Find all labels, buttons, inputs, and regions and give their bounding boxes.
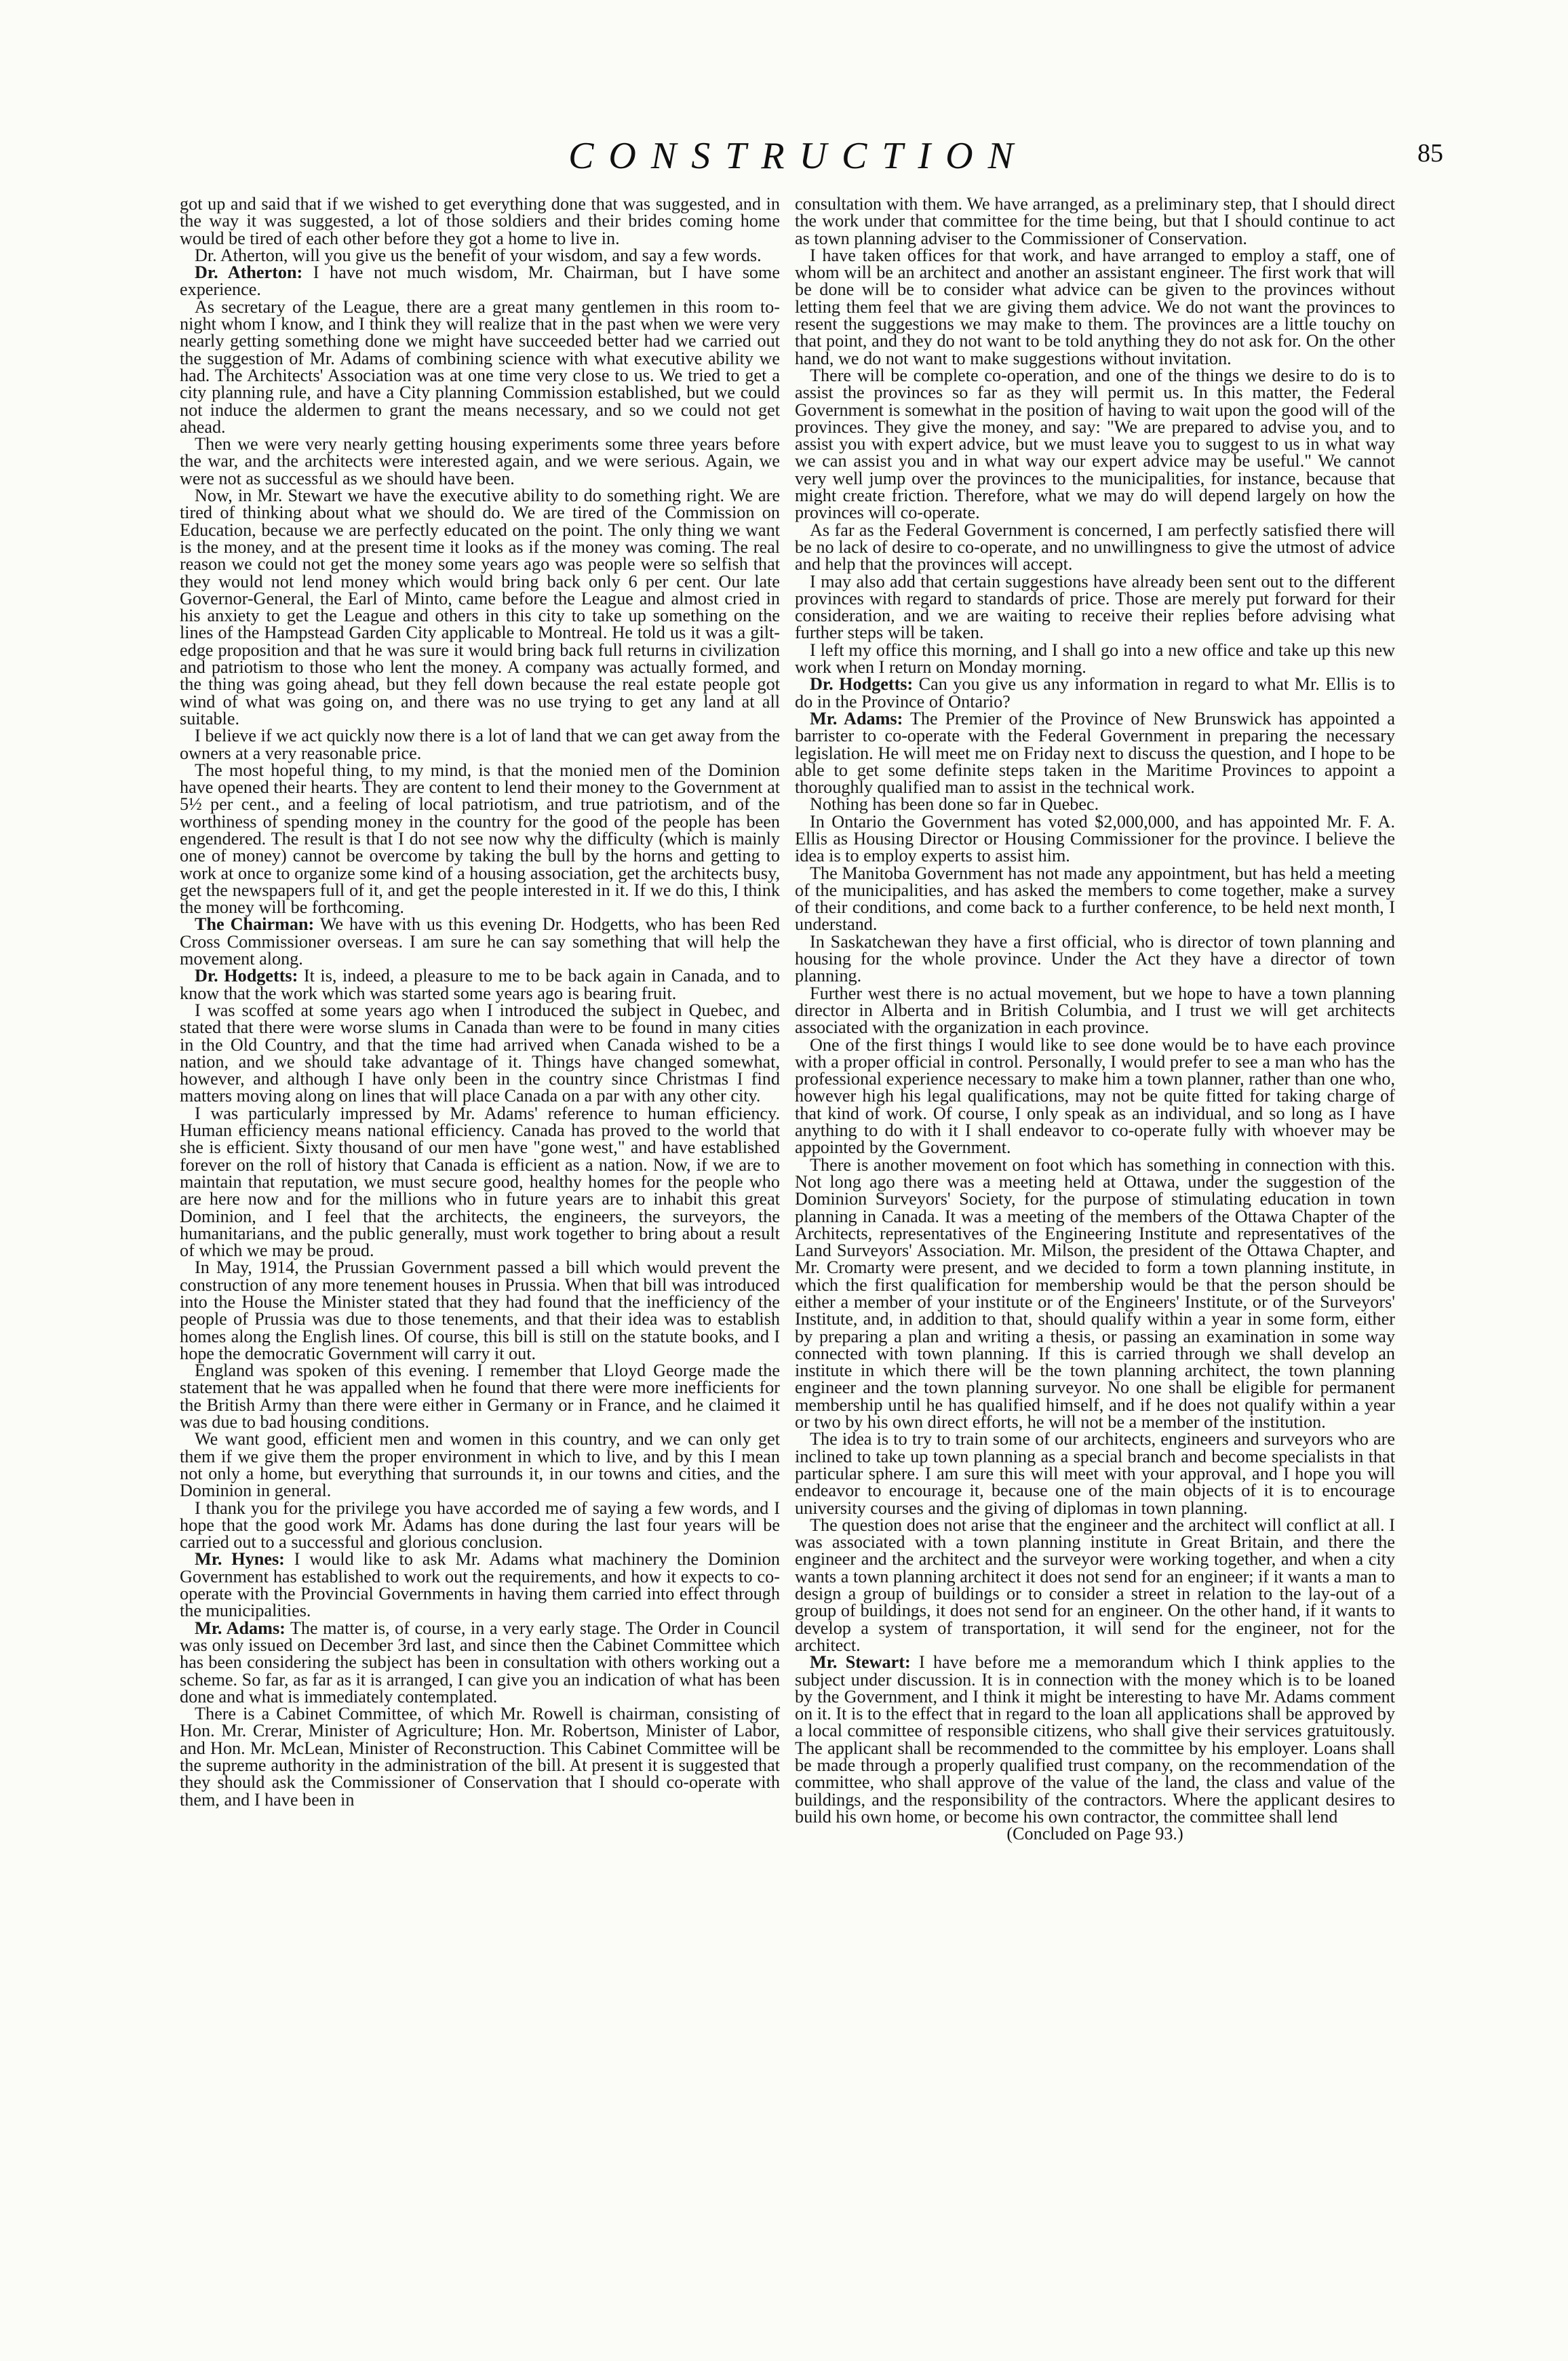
paragraph [180, 967, 780, 1002]
paragraph [795, 1430, 1395, 1516]
paragraph [180, 1550, 780, 1619]
paragraph-text: The question does not arise that the engineer and the architect will conflict at all. I was associated with a town planning institute in Great Britain, and there the engineer and the architect and the surveyor were working together, and when a city wants a town planning architect it does not send for an engineer; if it wants a man to design a group of buildings or to consider a street in relation to the lay-out of a group of buildings, it does not send for an engineer. On the other hand, if it wants to develop a system of transportation, it will send for the engineer, not for the architect. [795, 1515, 1395, 1655]
paragraph-text: As far as the Federal Government is concerned, I am perfectly satisfied there will be no lack of desire to co-operate, and no unwillingness to give the utmost of advice and help that the provinces will accept. [795, 520, 1395, 574]
paragraph-text: (Concluded on Page 93.) [1006, 1824, 1183, 1844]
paragraph-text: In Saskatchewan they have a first official, who is director of town planning and housing for the whole province. Under the Act they have a director of town planning. [795, 931, 1395, 986]
paragraph [180, 487, 780, 727]
paragraph [180, 916, 780, 967]
paragraph [795, 367, 1395, 522]
paragraph-text: There is another movement on foot which has something in connection with this. Not long ago there was a meeting held at Ottawa, under the suggestion of the Dominion Surveyors' Society, for the purpose of stimulating education in town planning in Canada. It was a meeting of the members of the Ottawa Chapter of the Architects, representatives of the Engineering Institute and representatives of the Land Surveyors' Association. Mr. Milson, the president of the Ottawa Chapter, and Mr. Cromarty were present, and we decided to form a town planning institute, in which the first qualification for membership would be that the person should be either a member of your institute or of the Engineers' Institute, or of the Surveyors' Institute, and, in addition to that, should qualify within a year in some form, either by preparing a plan and writing a thesis, or passing an examination in some way connected with town planning. If this is carried through we shall develop an institute in which there will be the town planning architect, the town planning engineer and the town planning surveyor. No one shall be eligible for permanent membership until he has qualified himself, and if he does not qualify within a year or two by his own direct efforts, he will not be a member of the institution. [795, 1154, 1395, 1432]
paragraph [180, 1002, 780, 1105]
paragraph [795, 247, 1395, 367]
paragraph [180, 264, 780, 298]
speaker-name: Mr. Hynes: [195, 1549, 285, 1569]
paragraph [180, 247, 780, 264]
paragraph [795, 1036, 1395, 1156]
paragraph-text: It is, indeed, a pleasure to me to be back again in Canada, and to know that the work which was started some years ago is bearing fruit. [180, 966, 780, 1003]
speaker-name: Dr. Atherton: [195, 262, 303, 283]
paragraph-text: The Manitoba Government has not made any appointment, but has held a meeting of the municipalities, and has asked the members to come together, make a survey of their conditions, and come back to a further conference, to be held next month, I understand. [795, 863, 1395, 935]
paragraph [795, 1156, 1395, 1431]
paragraph-text: England was spoken of this evening. I remember that Lloyd George made the statement that he was appalled when he found that there were more inefficients for the British Army than there were either in Germany or in France, and he claimed it was due to bad housing conditions. [180, 1361, 780, 1432]
paragraph-text: got up and said that if we wished to get everything done that was suggested, and in the way it was suggested, a lot of those soldiers and their brides coming home would be tired of each other before they got a home to live in. [180, 194, 780, 248]
paragraph [180, 298, 780, 435]
paragraph-text: There is a Cabinet Committee, of which Mr. Rowell is chairman, consisting of Hon. Mr. Crerar, Minister of Agriculture; Hon. Mr. Robertson, Minister of Labor, and Hon. Mr. McLean, Minister of Reconstruction. This Cabinet Committee will be the supreme authority in the administration of the bill. At present it is suggested that they should ask the Commissioner of Conservation that I should co-operate with them, and I have been in [180, 1704, 780, 1810]
paragraph-text: I thank you for the privilege you have accorded me of saying a few words, and I hope that the good work Mr. Adams has done during the last four years will be carried out to a successful and glorious conclusion. [180, 1498, 780, 1553]
magazine-title: CONSTRUCTION [568, 135, 1028, 177]
paragraph-text: Further west there is no actual movement, but we hope to have a town planning director in Alberta and in British Columbia, and I trust we will get architects associated with the organization in each province. [795, 983, 1395, 1038]
paragraph [795, 865, 1395, 933]
paragraph [180, 1500, 780, 1551]
paragraph-text: Then we were very nearly getting housing experiments some three years before the war, and the architects were interested again, and we were serious. Again, we were not as successful as we should have been. [180, 434, 780, 488]
paragraph-text: I left my office this morning, and I shall go into a new office and take up this new work when I return on Monday morning. [795, 640, 1395, 678]
paragraph [795, 1825, 1395, 1842]
paragraph [795, 985, 1395, 1036]
paragraph-text: I have before me a memorandum which I think applies to the subject under discussion. It is in connection with the money which is to be loaned by the Government, and I think it might be interesting to have Mr. Adams comment on it. It is to the effect that in regard to the loan all applications shall be approved by a local committee of responsible citizens, who shall give their services gratuitously. The applicant shall be recommended to the committee by his employer. Loans shall be made through a properly qualified trust company, on the recommendation of the committee, who shall approve of the value of the land, the class and value of the buildings, and the responsibility of the contractors. Where the applicant desires to build his own home, or become his own contractor, the committee shall lend [795, 1652, 1395, 1827]
paragraph [795, 522, 1395, 573]
paragraph-text: The most hopeful thing, to my mind, is that the monied men of the Dominion have opened their hearts. They are content to lend their money to the Government at 5½ per cent., and a feeling of local patriotism, and true patriotism, and of the worthiness of spending money in the country for the good of the people has been engendered. The result is that I do not see now why the difficulty (which is mainly one of money) cannot be overcome by taking the bull by the horns and getting to work at once to organize some kind of a housing association, get the architects busy, get the newspapers full of it, and get the people interested in it. If we do this, I think the money will be forthcoming. [180, 760, 780, 918]
paragraph-text: The matter is, of course, in a very early stage. The Order in Council was only issued on December 3rd last, and since then the Cabinet Committee which has been considering the subject has been in consultation with others working out a scheme. So far, as far as it is arranged, I can give you an indication of what has been done and what is immediately contemplated. [180, 1618, 780, 1706]
paragraph [180, 1259, 780, 1362]
paragraph-text: I was particularly impressed by Mr. Adams' reference to human efficiency. Human efficiency means national efficiency. Canada has proved to the world that she is efficient. Sixty thousand of our men have "gone west," and have established forever on the roll of history that Canada is efficient as a nation. Now, if we are to maintain that reputation, we must secure good, healthy homes for the people who are here now and for the millions who in future years are to inhabit this great Dominion, and I feel that the architects, the engineers, the surveyors, the humanitarians, and the public generally, must work together to bring about a result of which we may be proud. [180, 1103, 780, 1261]
paragraph [795, 642, 1395, 676]
speaker-name: Mr. Adams: [810, 708, 903, 728]
paragraph-text: Now, in Mr. Stewart we have the executive ability to do something right. We are tired of thinking about what we should do. We are tired of the Commission on Education, because we are perfectly educated on the point. The only thing we want is the money, and at the present time it looks as if the money was coming. The real reason we could not get the money some years ago was people were so selfish that they would not lend money which would bring back only 6 per cent. Our late Governor-General, the Earl of Minto, came before the League and almost cried in his anxiety to get the League and others in this city to take up something on the lines of the Hampstead Garden City applicable to Montreal. He told us it was a gilt-edge proposition and that he was sure it would bring back full returns in civilization and patriotism to those who lent the money. A company was actually formed, and the thing was going ahead, but they fell down because the real estate people got wind of what was going on, and there was no use trying to get any land at all suitable. [180, 486, 780, 728]
page-header [0, 134, 1568, 182]
paragraph-text: I may also add that certain suggestions have already been sent out to the different provinces with regard to standards of price. Those are merely put forward for their consideration, and we are waiting to receive their replies before advising what further steps will be taken. [795, 571, 1395, 643]
paragraph-text: One of the first things I would like to see done would be to have each province with a proper official in control. Personally, I would prefer to see a man who has the professional experience necessary to make him a town planner, rather than one who, however high his legal qualifications, may not be quite fitted for taking charge of that kind of work. Of course, I only speak as an individual, and so long as I have anything to do with it I shall endeavor to co-operate fully with whoever may be appointed by the Government. [795, 1034, 1395, 1158]
paragraph [795, 1517, 1395, 1654]
paragraph-text: I have not much wisdom, Mr. Chairman, but I have some experience. [180, 262, 780, 300]
speaker-name: Mr. Adams: [195, 1618, 286, 1638]
paragraph [180, 1705, 780, 1808]
paragraph [795, 933, 1395, 985]
paragraph [180, 1430, 780, 1499]
paragraph-text: consultation with them. We have arranged, as a preliminary step, that I should direct the work under that committee for the time being, but that I should continue to act as town planning adviser to the Commissioner of Conservation. [795, 194, 1395, 248]
paragraph-text: In Ontario the Government has voted $2,000,000, and has appointed Mr. F. A. Ellis as Housing Director or Housing Commissioner for the province. I believe the idea is to employ experts to assist him. [795, 811, 1395, 866]
paragraph [795, 1654, 1395, 1825]
paragraph-text: The idea is to try to train some of our architects, engineers and surveyors who are inclined to take up town planning as a special branch and become specialists in that particular sphere. I am sure this will meet with your approval, and I hope you will endeavor to encourage it, because one of the main objects of it is to encourage university courses and the giving of diplomas in town planning. [795, 1429, 1395, 1518]
paragraph-text: As secretary of the League, there are a great many gentlemen in this room to-night whom I know, and I think they will realize that in the past when we were very nearly getting something done we might have succeeded better had we carried out the suggestion of Mr. Adams of combining science with what executive ability we had. The Architects' Association was at one time very close to us. We tried to get a city planning rule, and have a City planning Commission established, but we could not induce the aldermen to grant the means necessary, and so we could not get ahead. [180, 296, 780, 437]
paragraph [180, 1105, 780, 1260]
right-column [795, 195, 1395, 1843]
paragraph-text: The Premier of the Province of New Brunswick has appointed a barrister to co-operate with the Federal Government in preparing the necessary legislation. He will meet me on Friday next to discuss the question, and I hope to be able to get some definite steps taken in the Maritime Provinces to appoint a thoroughly qualified man to assist in the technical work. [795, 708, 1395, 798]
paragraph [795, 813, 1395, 865]
paragraph-text: Nothing has been done so far in Quebec. [810, 794, 1099, 815]
left-column [180, 195, 780, 1808]
paragraph-text: We have with us this evening Dr. Hodgetts, who has been Red Cross Commissioner overseas. I am sure he can say something that will help the movement along. [180, 914, 780, 969]
paragraph [180, 435, 780, 487]
paragraph-text: There will be complete co-operation, and one of the things we desire to do is to assist the provinces so far as they will permit us. In this matter, the Federal Government is somewhat in the position of having to wait upon the good will of the provinces. They give the money, and say: "We are prepared to advise you, and to assist you with expert advice, but we must leave you to suggest to us in what way we can assist you and in what way our expert advice may be useful." We cannot very well jump over the provinces to the municipalities, for instance, because that might create friction. Therefore, what we may do will depend largely on how the provinces will co-operate. [795, 365, 1395, 523]
paragraph-text: Dr. Atherton, will you give us the benefit of your wisdom, and say a few words. [195, 245, 762, 265]
paragraph [795, 573, 1395, 642]
speaker-name: Dr. Hodgetts: [810, 674, 914, 695]
paragraph-text: In May, 1914, the Prussian Government passed a bill which would prevent the construction of any more tenement houses in Prussia. When that bill was introduced into the House the Minister stated that they had found that the inefficiency of the people of Prussia was due to those tenements, and that their idea was to establish homes along the English lines. Of course, this bill is still on the statute books, and I hope the democratic Government will carry it out. [180, 1257, 780, 1363]
paragraph [795, 796, 1395, 813]
paragraph [795, 676, 1395, 710]
paragraph [180, 762, 780, 916]
speaker-name: Mr. Stewart: [810, 1652, 911, 1673]
speaker-name: The Chairman: [195, 914, 315, 935]
paragraph-text: I was scoffed at some years ago when I introduced the subject in Quebec, and stated that there were worse slums in Canada than were to be found in many cities in the Old Country, and that the time had arrived when Canada wished to be a nation, and we should take advantage of it. Things have changed somewhat, however, and although I have only been in the country since Christmas I find matters moving along on lines that will place Canada on a par with any other city. [180, 1000, 780, 1106]
page-number: 85 [1417, 139, 1443, 168]
paragraph [795, 710, 1395, 796]
paragraph [180, 727, 780, 762]
paragraph [180, 1362, 780, 1430]
paragraph [180, 1620, 780, 1705]
paragraph-text: I believe if we act quickly now there is a lot of land that we can get away from the owners at a very reasonable price. [180, 726, 780, 763]
paragraph-text: Can you give us any information in regard to what Mr. Ellis is to do in the Province of Ontario? [795, 674, 1396, 711]
paragraph-text: I would like to ask Mr. Adams what machinery the Dominion Government has established to work out the requirements, and how it expects to co-operate with the Provincial Governments in having them carried into effect through the municipalities. [180, 1549, 780, 1621]
paragraph [795, 195, 1395, 247]
paragraph [180, 195, 780, 247]
paragraph-text: We want good, efficient men and women in this country, and we can only get them if we give them the proper environment in which to live, and by this I mean not only a home, but everything that surrounds it, in our towns and cities, and the Dominion in general. [180, 1429, 780, 1501]
paragraph-text: I have taken offices for that work, and have arranged to employ a staff, one of whom will be an architect and another an assistant engineer. The first work that will be done will be to consider what advice can be given to the provinces without letting them feel that we are giving them advice. We do not want the provinces to resent the suggestions we may make to them. The provinces are a little touchy on that point, and they do not want to be told anything they do not ask for. On the other hand, we do not want to make suggestions without invitation. [795, 245, 1395, 368]
speaker-name: Dr. Hodgetts: [195, 966, 298, 986]
